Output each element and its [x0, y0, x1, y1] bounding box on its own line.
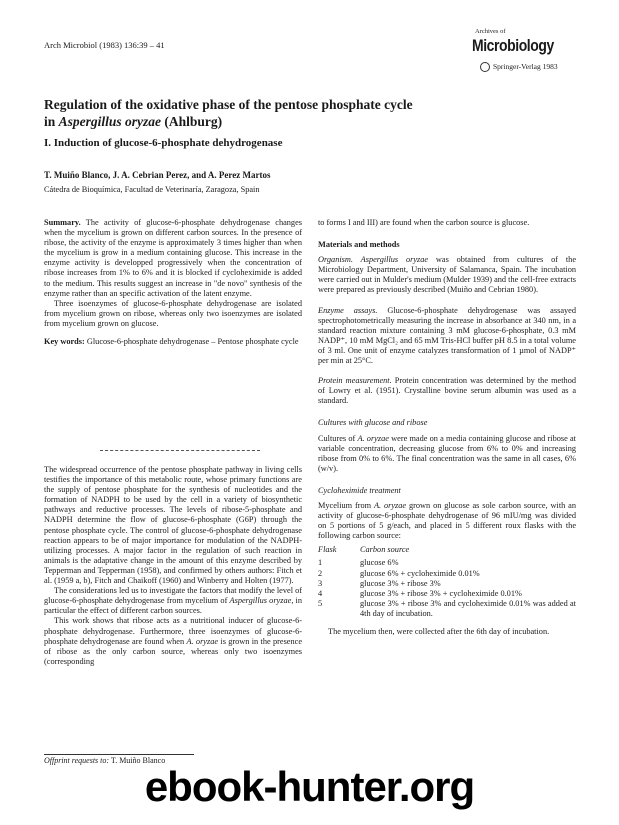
enzyme-label: Enzyme assays.: [318, 305, 378, 315]
intro-paragraph-3: [44, 616, 302, 666]
table-row: [318, 589, 576, 599]
publisher-name: Springer-Verlag 1983: [493, 62, 558, 71]
organism-text: was obtained from cultures of the Microbiology Department, University of Salamanca, Spain. The incubation were carried out in Mulder's medium (Mulder 1939) and the cell-free extracts were prepared as previously described (Muiño and Cebrian 1980).: [318, 255, 576, 295]
cyclo-text: Mycelium from: [318, 500, 374, 510]
flask-number: 3: [318, 578, 323, 588]
journal-reference: Arch Microbiol (1983) 136:39 – 41: [44, 40, 165, 50]
summary-paragraph-2: Three isoenzymes of glucose-6-phosphate dehydrogenase are isolated from mycelium grown on ribose, whereas only two isoenzymes are isolated from mycelium grown on glucose.: [44, 298, 302, 328]
cycloheximide-paragraph: [318, 501, 576, 541]
flask-number: 2: [318, 568, 323, 578]
protein-paragraph: [318, 376, 576, 406]
protein-text: Protein concentration was determined by the method of Lowry et al. (1951). Crystalline bovine serum albumin was used as a standard.: [318, 376, 576, 406]
organism-paragraph: [318, 255, 576, 295]
footnote-rule: [44, 754, 194, 755]
cultures-species: A. oryzae: [357, 433, 389, 443]
intro-p2-species: Aspergillus oryzae: [229, 596, 292, 606]
section-divider: [100, 450, 260, 451]
intro-paragraph-2: [44, 586, 302, 616]
flask-number: 5: [318, 598, 323, 608]
title-species: Aspergillus oryzae: [58, 114, 162, 129]
article-subtitle: I. Induction of glucose-6-phosphate dehydrogenase: [44, 137, 283, 149]
watermark: ebook-hunter.org: [144, 763, 475, 810]
offprint-name: T. Muiño Blanco: [109, 756, 166, 765]
cycloheximide-heading: Cycloheximide treatment: [318, 485, 401, 495]
affiliation: Cátedra de Bioquímica, Facultad de Veterinaría, Zaragoza, Spain: [44, 185, 260, 194]
keywords-text: Glucose-6-phosphate dehydrogenase – Pentose phosphate cycle: [84, 337, 299, 347]
article-title: [44, 96, 564, 130]
authors: T. Muiño Blanco, J. A. Cebrian Perez, and A. Perez Martos: [44, 170, 271, 180]
intro-p3-end: is grown in the presence of ribose as the only carbon source, whereas only two isoenzymes (corresponding: [44, 636, 303, 666]
cyclo-end: grown on glucose as sole carbon source, with an activity of glucose-6-phosphate dehydrogenase of 96 mIU/mg was divided on 5 portions of 5 g/each, and placed in 5 different roux flasks with the following carbon source:: [318, 500, 576, 541]
title-suffix: (Ahlburg): [161, 114, 223, 129]
table-row: [318, 569, 576, 579]
keywords: [44, 337, 302, 347]
intro-p2-text: The considerations led us to investigate the factors that modify the level of glucose-6-phosphate dehydrogenase from mycelium of: [44, 586, 302, 606]
cultures-paragraph: [318, 434, 576, 474]
intro-p2-end: , in particular the effect of different carbon sources.: [44, 596, 303, 616]
summary-label: Summary.: [44, 218, 81, 227]
methods-heading: Materials and methods: [318, 240, 400, 250]
header-carbon-source: Carbon source: [360, 545, 410, 555]
archives-label: Archives of: [475, 28, 506, 35]
springer-logo-icon: [480, 62, 490, 72]
title-line-2: [44, 113, 564, 130]
introduction: [44, 465, 302, 667]
summary-text: The activity of glucose-6-phosphate dehydrogenase changes when the mycelium is grown on different carbon sources. In the presence of ribose, the activity of the enzyme is approximately 3 times higher than when the mycelium is grow in a medium containing glucose. This increase in the enzyme activity is developped progressively when the concentration of ribose increases from 1% to 6% and it is blocked if cycloheximide is added to the medium. This results suggest an increase in "de novo" synthesis of the enzyme rather than an specific activation of the latent enzyme.: [44, 218, 302, 298]
cyclo-species: A. oryzae: [373, 500, 407, 510]
table-row: [318, 599, 576, 619]
intro-paragraph-1: The widespread occurrence of the pentose phosphate pathway in living cells testifies the importance of this metabolic route, whose primary functions are the supply of pentose phosphate for the synthesis of nucleotides and the formation of NADPH to be used by the cell in a variety of biosynthetic pathways and reductive processes. The levels of ribose-5-phosphate and NADPH determine the flow of glucose-6-phosphate (G6P) through the pentose phosphate cycle. The control of glucose-6-phosphate dehydrogenase reaction appears to be of major importance for modulation of the NADPH-utilizing processes. A major factor in the regulation of such reaction in animals is the adaptative change in the amount of this enzyme described by Tepperman and Tepperman (1958), and confirmed by others authors: Fitch et al. (1959 a, b), Fitch and Chaikoff (1960) and Winberry and Holten (1977).: [44, 465, 302, 586]
carbon-source: glucose 6% + cycloheximide 0.01%: [360, 568, 480, 578]
right-column: [318, 218, 576, 637]
title-line-1: Regulation of the oxidative phase of the pentose phosphate cycle: [44, 97, 413, 112]
cultures-end: were made on a media containing glucose and ribose at variable concentration, decreasing glucose from 6% to 0% and increasing ribose from 0% to 6%. The final concentration was the same in all cases, 6% (w/v).: [318, 433, 576, 473]
carbon-source: glucose 3% + ribose 3%: [360, 578, 441, 588]
protein-label: Protein measurement.: [318, 376, 392, 386]
table-header-row: [318, 545, 576, 558]
offprint-label: Offprint requests to:: [44, 756, 110, 765]
continued-text: to forms I and III) are found when the carbon source is glucose.: [318, 218, 530, 227]
carbon-source: glucose 3% + ribose 3% and cycloheximide 0.01% was added at 4th day of incubation.: [360, 598, 576, 618]
summary-paragraph: [44, 218, 302, 299]
journal-logo: Microbiology: [472, 36, 554, 55]
table-row: [318, 579, 576, 589]
publisher-line: [480, 62, 558, 72]
cultures-heading: Cultures with glucose and ribose: [318, 418, 428, 428]
carbon-source: glucose 6%: [360, 558, 399, 568]
flask-table: [318, 545, 576, 619]
carbon-source: glucose 3% + ribose 3% + cycloheximide 0.01%: [360, 588, 522, 598]
title-prefix: in: [44, 114, 59, 129]
closing-paragraph: The mycelium then, were collected after the 6th day of incubation.: [328, 627, 550, 636]
keywords-label: Key words:: [44, 337, 85, 347]
header-flask: Flask: [318, 545, 337, 555]
cultures-text: Cultures of: [318, 433, 358, 443]
organism-species: Aspergillus oryzae: [352, 255, 429, 265]
flask-number: 1: [318, 558, 323, 568]
flask-number: 4: [318, 588, 323, 598]
intro-p3-text: This work shows that ribose acts as a nutritional inducer of glucose-6-phosphate dehydrogenase. Furthermore, three isoenzymes of glucose-6-phosphate dehydrogenase are found when: [44, 616, 302, 646]
organism-label: Organism.: [318, 255, 353, 265]
intro-p3-species: A. oryzae: [186, 636, 219, 646]
table-row: [318, 558, 576, 568]
enzyme-paragraph: [318, 306, 576, 367]
enzyme-text: Glucose-6-phosphate dehydrogenase was assayed spectrophotometrically measuring the increase in absorbance at 340 nm, in a standard reaction mixture containing 3 mM glucose-6-phosphate, 0.3 mM NADP⁺, 10 mM MgCl₂ and 65 mM Tris-HCl buffer pH 8.5 in a total volume of 3 ml. One unit of enzyme catalyzes transformation of 1 µmol of NADP⁺ per min at 25°C.: [318, 305, 576, 366]
summary-column: [44, 218, 302, 347]
